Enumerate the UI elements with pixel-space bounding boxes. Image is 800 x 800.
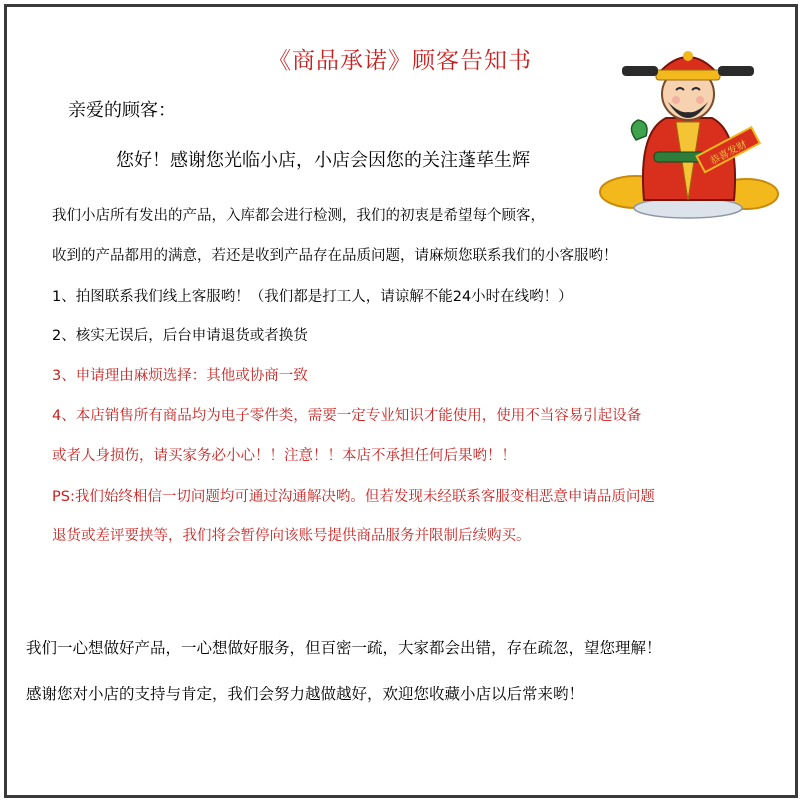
policy-item-2: 2、核实无误后，后台申请退货或者换货 bbox=[52, 328, 308, 344]
closing-line-1: 我们一心想做好产品，一心想做好服务，但百密一疏，大家都会出错，存在疏忽，望您理解！ bbox=[26, 639, 662, 657]
ps-line-1: PS:我们始终相信一切问题均可通过沟通解决哟。但若发现未经联系客服变相恶意申请品质问题 bbox=[52, 489, 655, 505]
policy-item-4-cont: 或者人身损伤，请买家务必小心！！注意！！本店不承担任何后果哟！！ bbox=[52, 448, 516, 464]
greeting: 亲爱的顾客： bbox=[68, 100, 176, 121]
welcome-line: 您好！感谢您光临小店，小店会因您的关注蓬荜生辉 bbox=[116, 150, 530, 171]
closing-line-2: 感谢您对小店的支持与肯定，我们会努力越做越好，欢迎您收藏小店以后常来哟！ bbox=[26, 685, 585, 703]
god-of-wealth-icon bbox=[596, 22, 780, 222]
policy-item-4: 4、本店销售所有商品均为电子零件类，需要一定专业知识才能使用，使用不当容易引起设备 bbox=[52, 408, 642, 424]
scroll-text: 恭喜发财 bbox=[708, 139, 749, 168]
policy-item-1: 1、拍图联系我们线上客服哟！（我们都是打工人，请谅解不能24小时在线哟！） bbox=[52, 289, 573, 305]
intro-line-1: 我们小店所有发出的产品，入库都会进行检测，我们的初衷是希望每个顾客， bbox=[52, 208, 545, 224]
page-title: 《商品承诺》顾客告知书 bbox=[268, 48, 532, 74]
policy-item-3: 3、申请理由麻烦选择：其他或协商一致 bbox=[52, 368, 308, 384]
ps-line-2: 退货或差评要挟等，我们将会暂停向该账号提供商品服务并限制后续购买。 bbox=[52, 528, 531, 544]
intro-line-2: 收到的产品都用的满意，若还是收到产品存在品质问题，请麻烦您联系我们的小客服哟！ bbox=[52, 248, 618, 264]
